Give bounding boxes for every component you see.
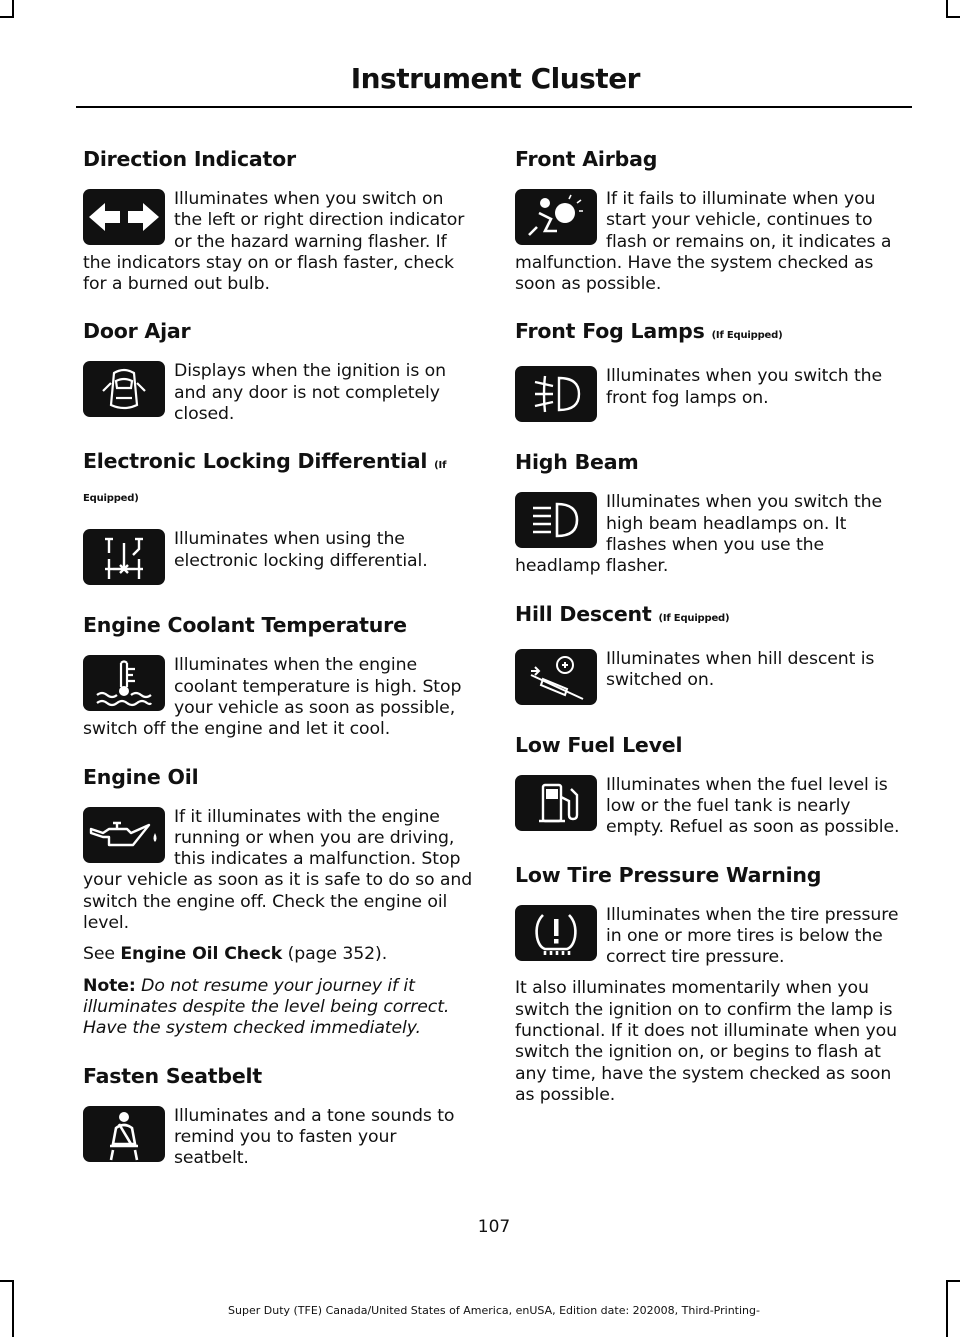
section-text: Illuminates when you switch the front fog lamps on. — [606, 366, 883, 408]
note-label: Note: — [83, 975, 136, 996]
airbag-icon — [515, 189, 597, 245]
heading-text: Electronic Locking Differential — [83, 449, 428, 474]
section-heading — [83, 447, 475, 513]
section-text: Illuminates when using the electronic locking differential. — [174, 529, 428, 571]
section-text: If it illuminates with the engine running or when you are driving, this indicates a malfunction. Stop your vehicle as soon as it is safe to do so and switch the engine off. Check the engine oil level. — [83, 806, 473, 934]
note-text: Do not resume your journey if it illuminates despite the level being correct. Have the system checked immediately. — [83, 975, 450, 1039]
section-locking-differential — [83, 447, 475, 589]
crop-mark — [0, 16, 14, 18]
hill-descent-icon — [515, 649, 597, 705]
left-column — [83, 145, 475, 1191]
section-low-tire-pressure — [515, 861, 907, 1107]
fuel-pump-icon — [515, 775, 597, 831]
section-heading: High Beam — [515, 450, 639, 475]
section-text: If it fails to illuminate when you start your vehicle, continues to flash or remains on, it indicates a malfunction. Have the system checked as soon as possible. — [515, 189, 892, 295]
see-prefix: See — [83, 944, 121, 965]
direction-arrows-icon — [83, 189, 165, 245]
heading-text: Hill Descent — [515, 601, 652, 626]
tire-pressure-icon — [515, 905, 597, 961]
crop-mark — [12, 0, 14, 16]
seatbelt-icon — [83, 1106, 165, 1162]
crop-mark — [946, 16, 960, 18]
section-heading — [515, 317, 907, 350]
section-heading: Low Tire Pressure Warning — [515, 862, 822, 887]
section-heading: Engine Coolant Temperature — [83, 613, 407, 638]
coolant-temperature-icon — [83, 655, 165, 711]
heading-qualifier: (If Equipped) — [711, 330, 783, 342]
section-heading: Fasten Seatbelt — [83, 1063, 262, 1088]
section-front-airbag — [515, 145, 907, 295]
heading-qualifier: (If Equipped) — [658, 612, 730, 624]
heading-text: Front Fog Lamps — [515, 319, 705, 344]
section-hill-descent — [515, 600, 907, 709]
see-also — [83, 944, 475, 965]
page-title: Instrument Cluster — [350, 62, 640, 95]
title-rule — [76, 106, 912, 108]
section-text: Illuminates when you switch the high beam headlamps on. It flashes when you use the headlamp flasher. — [515, 492, 883, 577]
oil-can-icon — [83, 807, 165, 863]
crop-mark — [0, 1280, 14, 1282]
section-heading — [515, 600, 907, 633]
section-text: Illuminates when the tire pressure in one or more tires is below the correct tire pressure. — [606, 904, 899, 968]
section-low-fuel-level — [515, 731, 907, 839]
section-heading: Front Airbag — [515, 147, 658, 171]
section-heading: Door Ajar — [83, 319, 191, 344]
section-direction-indicator — [83, 145, 475, 295]
heading-qualifier: (If Equipped) — [83, 460, 447, 505]
locking-differential-icon — [83, 529, 165, 585]
section-heading: Engine Oil — [83, 764, 199, 789]
section-text: Illuminates when the engine coolant temperature is high. Stop your vehicle as soon as possible, switch off the engine and let it cool. — [83, 655, 462, 740]
see-suffix: (page 352). — [282, 944, 388, 965]
section-door-ajar — [83, 317, 475, 425]
section-extra-text: It also illuminates momentarily when you switch the ignition on to confirm the lamp is functional. If it does not illuminate when you switch the ignition on, or begins to flash at any time, have the system checked as soon as possible. — [515, 978, 897, 1105]
section-front-fog-lamps — [515, 317, 907, 426]
crop-mark — [946, 0, 948, 16]
section-text: Displays when the ignition is on and any door is not completely closed. — [174, 361, 446, 425]
section-text: Illuminates when the fuel level is low or the fuel tank is nearly empty. Refuel as soon as possible. — [606, 774, 900, 838]
footer-text: Super Duty (TFE) Canada/United States of America, enUSA, Edition date: 202008, Third-Printing- — [228, 1304, 760, 1317]
section-text: Illuminates when you switch on the left or right direction indicator or the hazard warning flasher. If the indicators stay on or flash faster, check for a burned out bulb. — [83, 189, 465, 295]
section-engine-oil — [83, 763, 475, 1040]
fog-lamp-icon — [515, 366, 597, 422]
section-heading: Direction Indicator — [83, 147, 296, 171]
right-column — [515, 145, 907, 1128]
crop-mark — [946, 1280, 960, 1282]
section-fasten-seatbelt — [83, 1062, 475, 1170]
door-ajar-icon — [83, 361, 165, 417]
section-text: Illuminates and a tone sounds to remind you to fasten your seatbelt. — [174, 1105, 455, 1169]
see-link[interactable]: Engine Oil Check — [120, 944, 283, 965]
note — [83, 976, 475, 1040]
page-number: 107 — [477, 1217, 511, 1237]
section-coolant-temperature — [83, 611, 475, 740]
section-high-beam — [515, 448, 907, 577]
section-heading: Low Fuel Level — [515, 732, 683, 757]
section-text: Illuminates when hill descent is switched on. — [606, 648, 875, 690]
high-beam-icon — [515, 492, 597, 548]
